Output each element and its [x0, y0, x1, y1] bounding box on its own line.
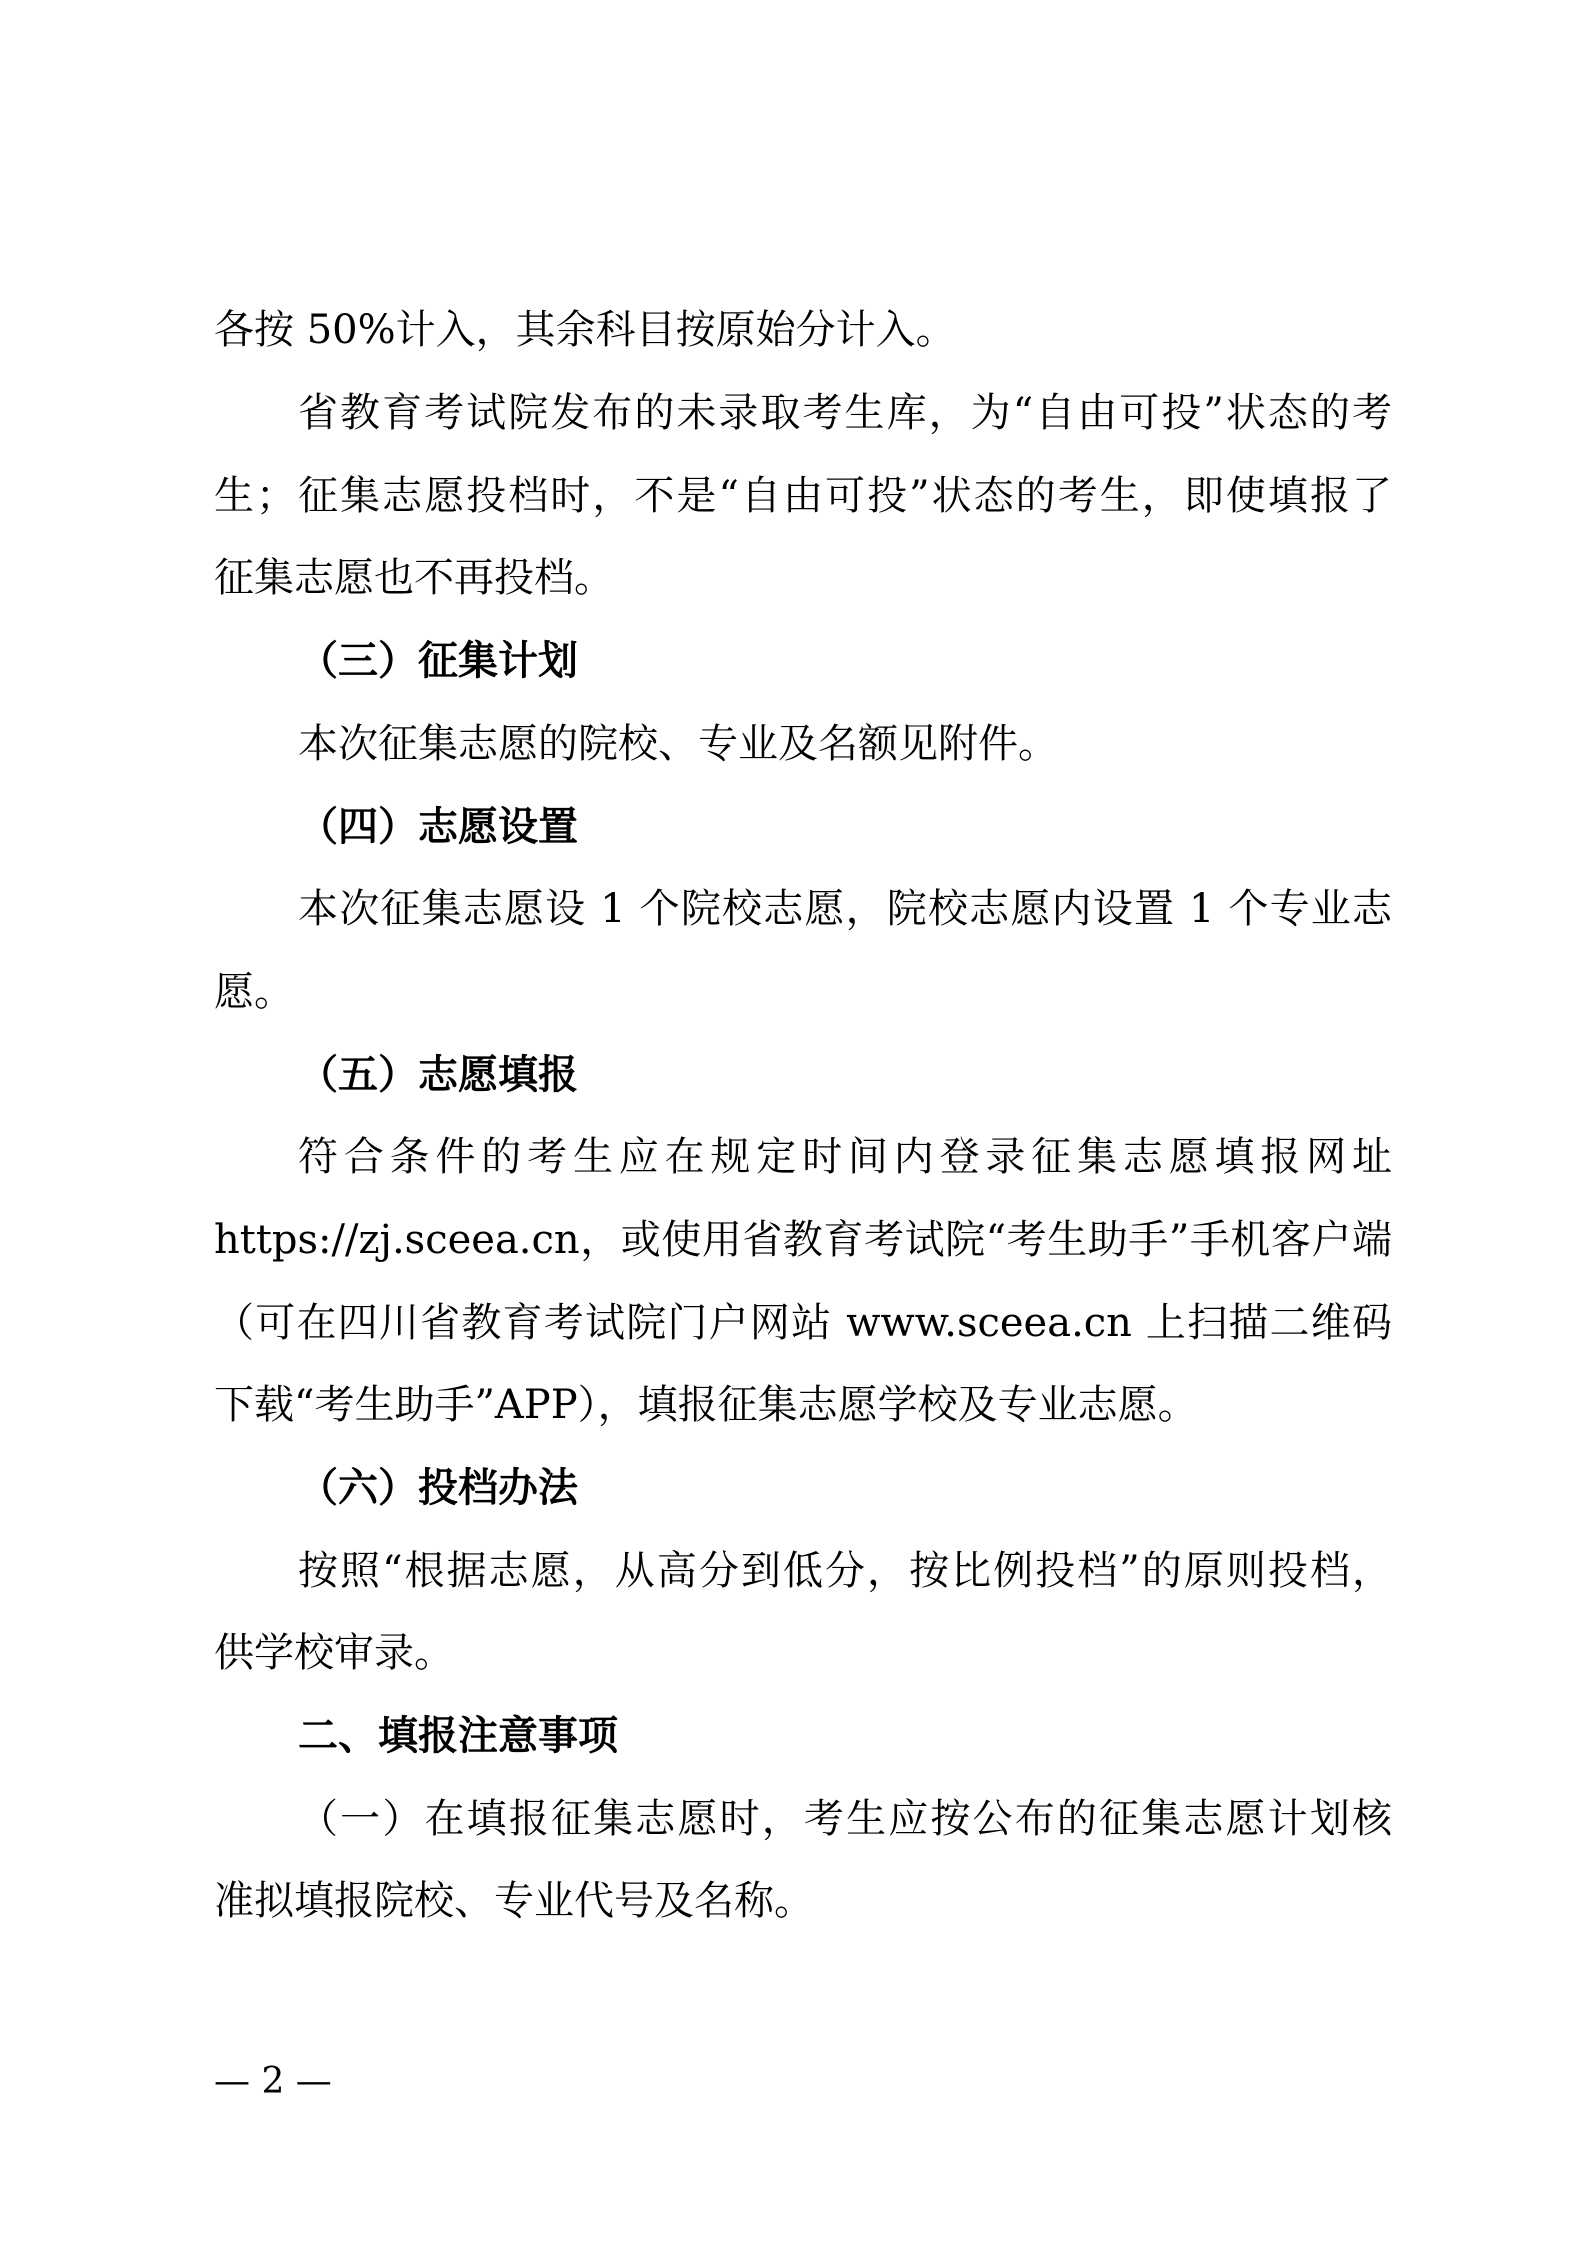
paragraph-line: 下载“考生助手”APP），填报征集志愿学校及专业志愿。 [214, 1382, 1198, 1428]
paragraph-line: 征集志愿也不再投档。 [214, 555, 614, 601]
paragraph-line: 本次征集志愿设 1 个院校志愿，院校志愿内设置 1 个专业志 [298, 886, 1392, 932]
paragraph-line: 各按 50%计入，其余科目按原始分计入。 [214, 307, 956, 353]
paragraph-line: 符合条件的考生应在规定时间内登录征集志愿填报网址 [298, 1134, 1392, 1180]
page-number: — 2 — [214, 2061, 332, 2102]
section-heading: （三）征集计划 [298, 637, 578, 684]
paragraph-line: 准拟填报院校、专业代号及名称。 [214, 1878, 814, 1924]
paragraph-line: 省教育考试院发布的未录取考生库，为“自由可投”状态的考 [298, 390, 1392, 436]
paragraph-line: 本次征集志愿的院校、专业及名额见附件。 [298, 721, 1058, 767]
section-heading: （五）志愿填报 [298, 1051, 578, 1098]
section-heading: （六）投档办法 [298, 1464, 578, 1511]
paragraph-line: （一）在填报征集志愿时，考生应按公布的征集志愿计划核 [298, 1796, 1392, 1842]
paragraph-line: 愿。 [214, 969, 294, 1015]
paragraph-line: （可在四川省教育考试院门户网站 www.sceea.cn 上扫描二维码 [214, 1300, 1392, 1346]
paragraph-line: https://zj.sceea.cn，或使用省教育考试院“考生助手”手机客户端 [214, 1217, 1392, 1263]
section-heading: （四）志愿设置 [298, 803, 578, 850]
section-heading: 二、填报注意事项 [298, 1712, 618, 1759]
paragraph-line: 按照“根据志愿，从高分到低分，按比例投档”的原则投档， [298, 1548, 1392, 1594]
paragraph-line: 供学校审录。 [214, 1630, 454, 1676]
paragraph-line: 生；征集志愿投档时，不是“自由可投”状态的考生，即使填报了 [214, 473, 1392, 519]
